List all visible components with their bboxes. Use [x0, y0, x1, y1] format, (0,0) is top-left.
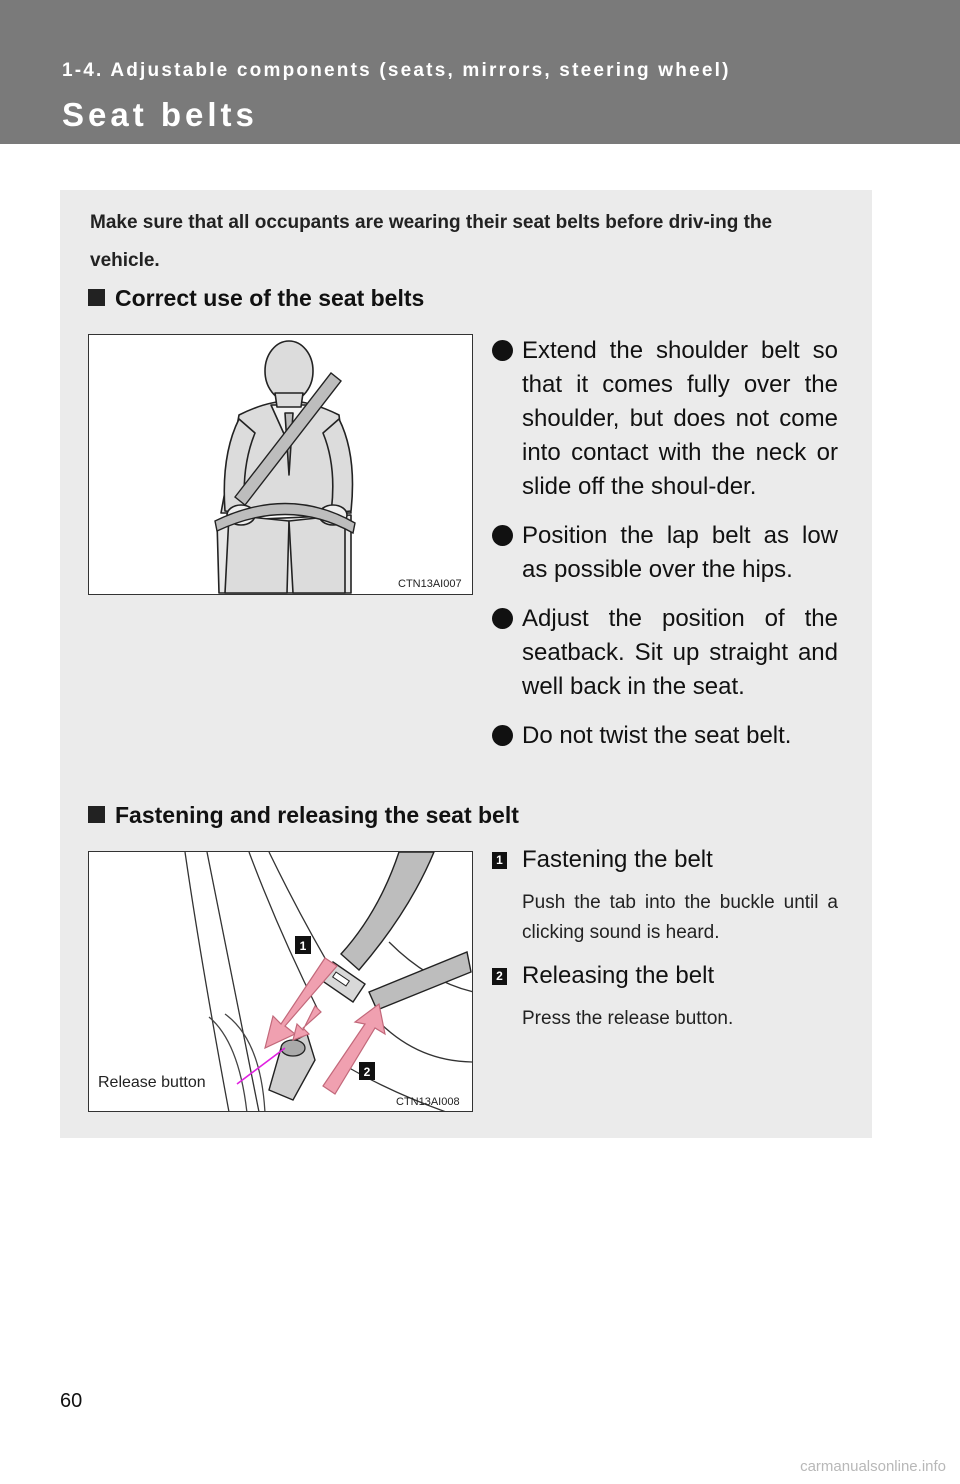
round-bullet-icon	[492, 525, 513, 546]
step-marker-label: 2	[363, 1065, 371, 1079]
round-bullet-icon	[492, 340, 513, 361]
round-bullet-icon	[492, 725, 513, 746]
bullet-item: Extend the shoulder belt so that it comes fully over the shoulder, but does not come into contact with the neck or slide off the shoul-der.	[492, 334, 838, 504]
step-description: Press the release button.	[522, 1008, 734, 1029]
step-fastening	[492, 844, 838, 948]
step-title: Releasing the belt	[522, 962, 715, 989]
round-bullet-icon	[492, 608, 513, 629]
step-marker-label: 1	[299, 939, 307, 953]
section-path: 1-4. Adjustable components (seats, mirrors, steering wheel)	[62, 60, 731, 81]
step-title: Fastening the belt	[522, 846, 713, 873]
page-number: 60	[60, 1390, 83, 1412]
bullet-item: Position the lap belt as low as possible over the hips.	[492, 519, 838, 587]
heading-fastening	[88, 802, 519, 829]
figure-seated-occupant	[88, 334, 473, 595]
figure-buckle	[88, 851, 473, 1112]
square-bullet-icon	[88, 806, 105, 823]
step-description: Push the tab into the buckle until a clicking sound is heard.	[522, 892, 838, 943]
step-releasing	[492, 960, 838, 1034]
bullet-item: Do not twist the seat belt.	[492, 719, 838, 753]
heading-correct-use-text: Correct use of the seat belts	[115, 285, 425, 311]
page-header	[0, 0, 960, 144]
seated-occupant-illustration	[89, 335, 473, 595]
figure-code-2: CTN13AI008	[396, 1096, 460, 1108]
bullet-item: Adjust the position of the seatback. Sit up straight and well back in the seat.	[492, 602, 838, 704]
step-number-icon: 1	[492, 852, 507, 869]
heading-correct-use	[88, 285, 424, 312]
step-number-icon: 2	[492, 968, 507, 985]
buckle-illustration	[89, 852, 473, 1112]
page-title: Seat belts	[62, 96, 258, 133]
heading-fastening-text: Fastening and releasing the seat belt	[115, 802, 519, 828]
watermark: carmanualsonline.info	[800, 1458, 946, 1475]
figure-code-1: CTN13AI007	[398, 578, 462, 590]
square-bullet-icon	[88, 289, 105, 306]
bullet-list-correct-use	[492, 334, 838, 768]
release-button-label: Release button	[98, 1074, 206, 1091]
intro-text: Make sure that all occupants are wearing their seat belts before driv-ing the vehicle.	[90, 212, 773, 271]
